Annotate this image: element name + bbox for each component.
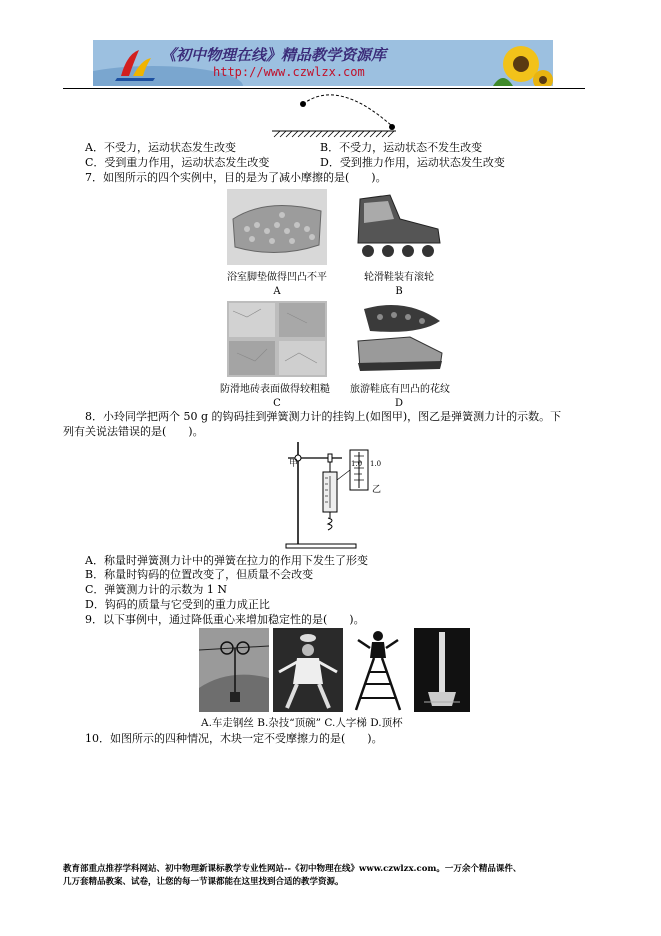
q9-captions: A.车走钢丝 B.杂技“顶碗” C.人字梯 D.顶杯 [201, 717, 403, 729]
q7-caption-b: 轮滑鞋装有滚轮 [364, 272, 434, 283]
q7-caption-a: 浴室脚垫做得凹凸不平 [227, 272, 327, 283]
q8-option-a: A．称量时弹簧测力计中的弹簧在拉力的作用下发生了形变 [85, 554, 368, 567]
q9-photo-bike-wire [199, 628, 269, 712]
q7-letter-d: D [394, 398, 404, 409]
q6-option-a: A．不受力，运动状态发生改变 [85, 141, 236, 154]
q6-option-c: C．受到重力作用，运动状态发生改变 [85, 156, 270, 169]
q8-label-jia: 甲 [289, 459, 299, 469]
q8-tick-left: 1.0 [351, 460, 363, 468]
q7-caption-c: 防滑地砖表面做得较粗糙 [220, 384, 330, 395]
q6-option-b: B．不受力，运动状态不发生改变 [320, 141, 483, 154]
q7-letter-a: A [273, 286, 281, 297]
q8-stem-line1: 8．小玲同学把两个 50 g 的钩码挂到弹簧测力计的挂钩上(如图甲)，图乙是弹簧测力计的示数。下 [85, 410, 562, 423]
footer-line1: 教育部重点推荐学科网站、初中物理新课标教学专业性网站--《初中物理在线》www.czwlzx.com。一万余个精品课件、 [63, 864, 522, 874]
q8-label-yi: 乙 [372, 485, 382, 495]
q9-photo-bowl-balance [273, 628, 343, 712]
q8-tick-right: 1.0 [370, 460, 382, 468]
q7-photo-floor-tile [227, 301, 327, 377]
q7-letter-b: B [395, 286, 403, 297]
q8-option-c: C．弹簧测力计的示数为 1 N [85, 583, 228, 596]
q7-photo-roller-skate [350, 189, 446, 265]
banner-title: 《初中物理在线》精品教学资源库 [161, 46, 387, 64]
q8-spring-scale-figure [284, 440, 390, 552]
q7-caption-d: 旅游鞋底有凹凸的花纹 [350, 384, 450, 395]
q9-photo-cup-balance [414, 628, 470, 712]
q10-stem: 10．如图所示的四种情况，木块一定不受摩擦力的是( )。 [85, 732, 383, 745]
footer-line2: 几万套精品教案、试卷，让您的每一节课都能在这里找到合适的教学资源。 [63, 877, 344, 887]
q8-stem-line2: 列有关说法错误的是( )。 [63, 425, 204, 438]
q8-option-d: D．钩码的质量与它受到的重力成正比 [85, 598, 270, 611]
q7-letter-c: C [273, 398, 281, 409]
banner-url: http://www.czwlzx.com [213, 65, 365, 79]
q9-photo-ladder [348, 628, 408, 712]
q7-stem: 7．如图所示的四个实例中，目的是为了减小摩擦的是( )。 [85, 171, 387, 184]
q9-stem: 9．以下事例中，通过降低重心来增加稳定性的是( )。 [85, 613, 365, 626]
q7-photo-hiking-shoe [350, 301, 446, 377]
q7-photo-bath-mat [227, 189, 327, 265]
q8-option-b: B．称量时钩码的位置改变了，但质量不会改变 [85, 568, 314, 581]
q6-option-d: D．受到推力作用，运动状态发生改变 [320, 156, 505, 169]
header-banner [93, 40, 553, 86]
header-rule [63, 88, 585, 89]
trajectory-figure [268, 92, 400, 138]
